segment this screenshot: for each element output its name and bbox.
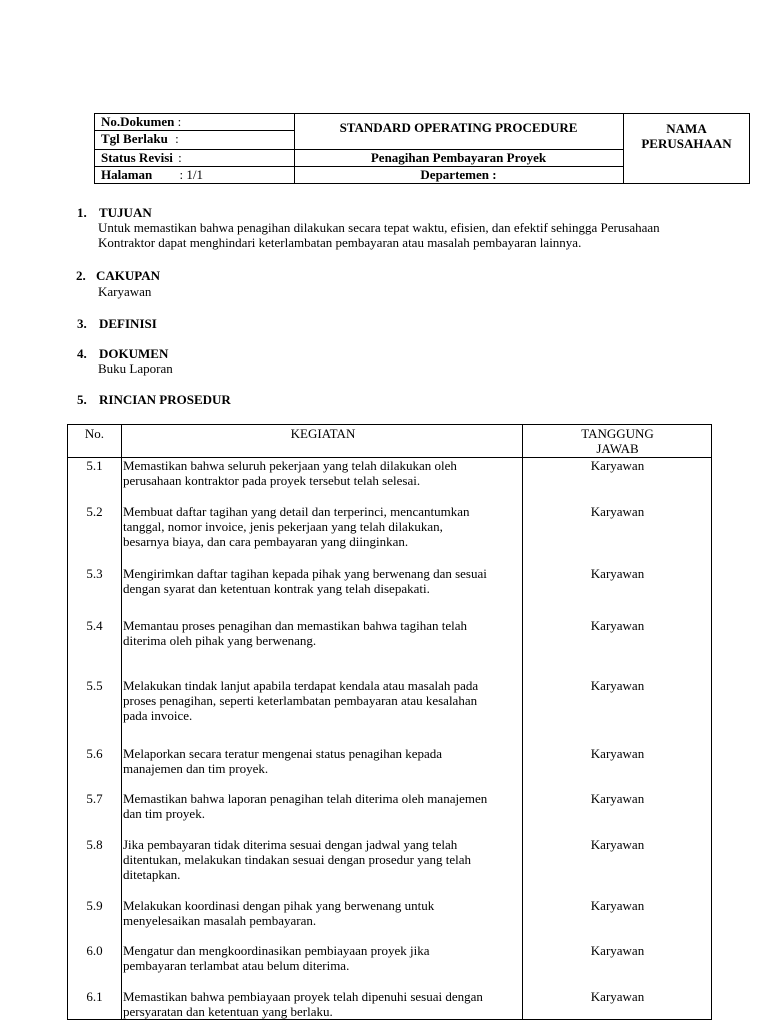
activity-line: tanggal, nomor invoice, jenis pekerjaan yang telah dilakukan, [123,519,443,534]
row-activity [123,943,523,973]
halaman-row [95,167,294,184]
activity-line: ditentukan, melakukan tindakan sesuai dengan prosedur yang telah [123,852,472,867]
activity-line: Melaporkan secara teratur mengenai status penagihan kepada [123,746,443,761]
departemen-label: Departemen : [420,167,497,182]
activity-line: pembayaran terlambat atau belum diterima. [123,958,350,973]
activity-line: dengan syarat dan ketentuan kontrak yang telah disepakati. [123,581,430,596]
activity-line: dan tim proyek. [123,806,205,821]
section-number: 2. [76,268,86,283]
activity-line: diterima oleh pihak yang berwenang. [123,633,317,648]
row-activity [123,678,523,723]
activity-line: Memastikan bahwa seluruh pekerjaan yang telah dilakukan oleh [123,458,457,473]
procedure-table [67,424,712,1020]
section-tujuan-body [98,220,660,250]
status-revisi-label: Status Revisi [101,150,173,165]
activity-line: Jika pembayaran tidak diterima sesuai dengan jadwal yang telah [123,837,458,852]
activity-line: Memastikan bahwa pembiayaan proyek telah dipenuhi sesuai dengan [123,989,483,1004]
row-activity [123,746,523,776]
company-name-line2: PERUSAHAAN [641,136,732,151]
activity-line: perusahaan kontraktor pada proyek tersebut telah selesai. [123,473,421,488]
section-title: TUJUAN [99,205,152,220]
activity-line: Memastikan bahwa laporan penagihan telah diterima oleh manajemen [123,791,488,806]
no-dokumen-label: No.Dokumen [101,114,175,129]
row-activity [123,898,523,928]
activity-line: Mengatur dan mengkoordinasikan pembiayaan proyek jika [123,943,430,958]
row-responsible: Karyawan [590,791,645,806]
row-responsible: Karyawan [590,458,645,473]
row-number: 5.2 [86,504,103,519]
section-number: 3. [77,316,87,331]
row-responsible: Karyawan [590,989,645,1004]
activity-line: menyelesaikan masalah pembayaran. [123,913,317,928]
company-name [624,121,749,151]
tgl-berlaku-label: Tgl Berlaku [101,131,168,146]
activity-line: Membuat daftar tagihan yang detail dan terperinci, mencantumkan [123,504,470,519]
section-number: 4. [77,346,87,361]
row-number: 5.8 [86,837,103,852]
row-responsible: Karyawan [590,504,645,519]
tgl-berlaku-separator: : [175,131,179,146]
column-header-line: TANGGUNG [581,426,654,441]
section-title: DEFINISI [99,316,157,331]
no-dokumen-separator: : [177,114,182,129]
activity-line: ditetapkan. [123,867,181,882]
section-number: 1. [77,205,87,220]
section-tujuan-heading [77,205,152,221]
activity-line: pada invoice. [123,708,193,723]
document-title-column [294,114,624,183]
status-revisi-row [95,150,294,167]
row-activity [123,566,523,596]
section-definisi-heading [77,316,157,332]
row-number: 5.5 [86,678,103,693]
row-responsible: Karyawan [590,566,645,581]
row-responsible: Karyawan [590,746,645,761]
row-responsible: Karyawan [590,898,645,913]
column-header-no: No. [84,426,105,441]
activity-line: Melakukan tindak lanjut apabila terdapat kendala atau masalah pada [123,678,479,693]
row-responsible: Karyawan [590,943,645,958]
row-responsible: Karyawan [590,678,645,693]
row-activity [123,504,523,549]
row-number: 5.3 [86,566,103,581]
row-responsible: Karyawan [590,618,645,633]
row-number: 5.4 [86,618,103,633]
row-number: 5.9 [86,898,103,913]
row-activity [123,989,523,1019]
column-divider [121,425,122,1019]
section-rincian-heading [77,392,231,408]
halaman-value: : 1/1 [179,167,204,182]
activity-line: proses penagihan, seperti keterlambatan pembayaran atau kesalahan [123,693,478,708]
row-activity [123,791,523,821]
body-line: Untuk memastikan bahwa penagihan dilakukan secara tepat waktu, efisien, dan efektif sehingga Perusahaan [98,220,660,235]
section-number: 5. [77,392,87,407]
row-number: 5.6 [86,746,103,761]
activity-line: Melakukan koordinasi dengan pihak yang berwenang untuk [123,898,435,913]
column-header-tanggung-jawab [524,426,711,456]
row-number: 6.1 [86,989,103,1004]
activity-line: Mengirimkan daftar tagihan kepada pihak yang berwenang dan sesuai [123,566,487,581]
section-cakupan-body: Karyawan [98,284,152,299]
document-subtitle: Penagihan Pembayaran Proyek [370,150,547,165]
section-dokumen-body: Buku Laporan [98,361,173,376]
section-title: RINCIAN PROSEDUR [99,392,231,407]
document-header-table [94,113,750,184]
company-name-line1: NAMA [666,121,707,136]
company-column [624,114,749,183]
section-cakupan-heading [76,268,160,284]
section-title: CAKUPAN [96,268,161,283]
row-activity [123,618,523,648]
activity-line: Memantau proses penagihan dan memastikan bahwa tagihan telah [123,618,468,633]
column-header-line: JAWAB [596,441,639,456]
tgl-berlaku-row [95,131,294,148]
column-header-kegiatan: KEGIATAN [290,426,356,441]
section-title: DOKUMEN [99,346,169,361]
status-revisi-separator: : [178,150,182,165]
row-responsible: Karyawan [590,837,645,852]
row-activity [123,837,523,882]
activity-line: besarnya biaya, dan cara pembayaran yang diinginkan. [123,534,409,549]
activity-line: manajemen dan tim proyek. [123,761,269,776]
body-line: Kontraktor dapat menghindari keterlambatan pembayaran atau masalah pembayaran lainnya. [98,235,582,250]
no-dokumen-row [95,114,294,131]
row-number: 5.7 [86,791,103,806]
section-dokumen-heading [77,346,168,362]
document-title: STANDARD OPERATING PROCEDURE [339,120,578,135]
document-meta-column [95,114,295,183]
halaman-label: Halaman [101,167,153,182]
row-number: 6.0 [86,943,103,958]
row-activity [123,458,523,488]
row-number: 5.1 [86,458,103,473]
activity-line: persyaratan dan ketentuan yang berlaku. [123,1004,333,1019]
